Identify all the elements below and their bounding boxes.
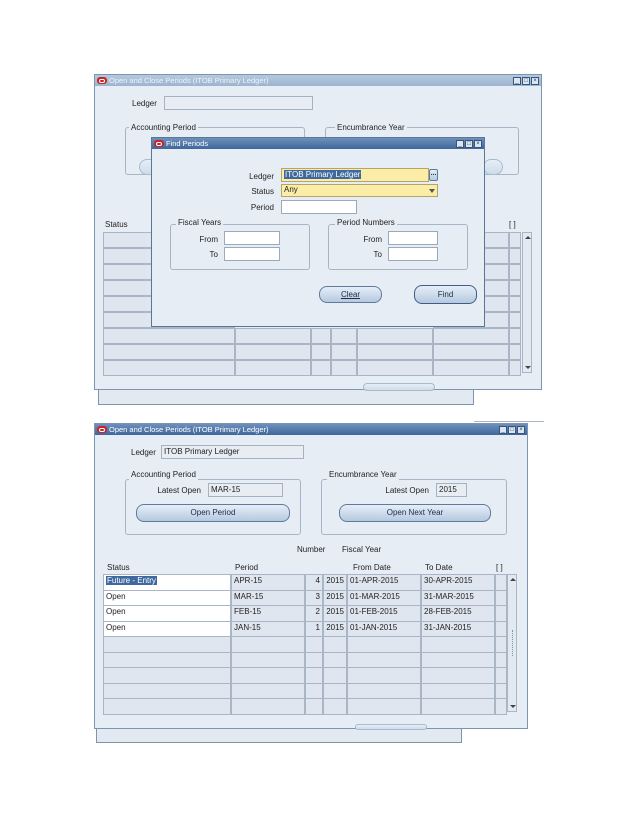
ledger-field[interactable]: ITOB Primary Ledger: [161, 445, 304, 459]
close-icon[interactable]: ×: [474, 140, 482, 148]
period-number-from-field[interactable]: [388, 231, 438, 245]
find-ledger-label: Ledger: [249, 172, 274, 181]
find-status-label: Status: [251, 187, 274, 196]
cell-period[interactable]: [231, 683, 305, 700]
table-cell[interactable]: [331, 360, 357, 376]
number-column-header: Number: [297, 545, 326, 554]
window-titlebar[interactable]: [95, 75, 541, 86]
open-next-year-button[interactable]: [339, 504, 491, 522]
latest-open-period-label: Latest Open: [157, 486, 201, 495]
cell-to[interactable]: 28-FEB-2015: [421, 605, 495, 622]
cell-number[interactable]: 1: [305, 621, 323, 638]
table-cell[interactable]: [509, 344, 521, 360]
table-cell[interactable]: [311, 344, 331, 360]
cell-year[interactable]: [323, 683, 347, 700]
cell-to[interactable]: 31-JAN-2015: [421, 621, 495, 638]
scroll-splitter[interactable]: [512, 630, 515, 656]
cell-period[interactable]: [231, 636, 305, 653]
table-cell[interactable]: [357, 344, 433, 360]
cell-year[interactable]: 2015: [323, 590, 347, 607]
cell-from[interactable]: 01-MAR-2015: [347, 590, 421, 607]
latest-open-year-label: Latest Open: [385, 486, 429, 495]
cell-year[interactable]: [323, 698, 347, 715]
cell-period[interactable]: JAN-15: [231, 621, 305, 638]
oracle-logo-icon: [97, 77, 107, 84]
cell-period[interactable]: FEB-15: [231, 605, 305, 622]
maximize-icon[interactable]: □: [465, 140, 473, 148]
find-button[interactable]: Find: [414, 285, 477, 304]
table-cell[interactable]: [331, 328, 357, 344]
cell-number[interactable]: [305, 652, 323, 669]
cell-to[interactable]: 31-MAR-2015: [421, 590, 495, 607]
dialog-titlebar[interactable]: [152, 138, 484, 149]
cell-from[interactable]: [347, 652, 421, 669]
table-cell[interactable]: [509, 280, 521, 296]
cell-from[interactable]: [347, 667, 421, 684]
table-cell[interactable]: [509, 328, 521, 344]
encumbrance-year-label: Encumbrance Year: [329, 470, 397, 479]
cell-period[interactable]: APR-15: [231, 574, 305, 591]
minimize-icon[interactable]: _: [499, 426, 507, 434]
latest-open-year-field[interactable]: 2015: [436, 483, 467, 497]
fiscal-to-label: To: [209, 250, 218, 259]
close-icon[interactable]: ×: [517, 426, 525, 434]
latest-open-period-field[interactable]: MAR-15: [208, 483, 283, 497]
open-next-year-label: Open Next Year: [386, 508, 444, 517]
table-cell[interactable]: [357, 328, 433, 344]
table-cell[interactable]: [103, 344, 235, 360]
fiscal-year-to-field[interactable]: [224, 247, 280, 261]
table-cell[interactable]: [433, 344, 509, 360]
table-cell[interactable]: [311, 360, 331, 376]
cell-to[interactable]: [421, 652, 495, 669]
cell-to[interactable]: [421, 667, 495, 684]
period-numbers-label: Period Numbers: [337, 218, 395, 227]
minimize-icon[interactable]: _: [456, 140, 464, 148]
table-cell[interactable]: [509, 264, 521, 280]
cell-status[interactable]: Open: [103, 605, 231, 622]
cell-number[interactable]: 4: [305, 574, 323, 591]
maximize-icon[interactable]: □: [522, 77, 530, 85]
status-column-header: Status: [105, 220, 128, 229]
from-date-column-header: From Date: [353, 563, 391, 572]
maximize-icon[interactable]: □: [508, 426, 516, 434]
selected-status-text: Future - Entry: [107, 576, 156, 585]
open-close-periods-window[interactable]: [94, 423, 528, 729]
cell-to[interactable]: [421, 683, 495, 700]
table-cell[interactable]: [235, 344, 311, 360]
period-column-header: Period: [235, 563, 259, 572]
cell-year[interactable]: [323, 652, 347, 669]
table-cell[interactable]: [235, 328, 311, 344]
cell-more[interactable]: [495, 621, 507, 638]
cell-number[interactable]: 3: [305, 590, 323, 607]
table-cell[interactable]: [433, 328, 509, 344]
table-cell[interactable]: [433, 360, 509, 376]
table-cell[interactable]: [509, 296, 521, 312]
cell-status[interactable]: Open: [103, 590, 231, 607]
table-cell[interactable]: [103, 360, 235, 376]
cell-more[interactable]: [495, 683, 507, 700]
fiscal-year-column-header: Fiscal Year: [342, 545, 382, 554]
cell-status[interactable]: [103, 698, 231, 715]
separator-line: [474, 421, 544, 422]
cell-more[interactable]: [495, 652, 507, 669]
table-cell[interactable]: [103, 328, 235, 344]
cell-number[interactable]: [305, 683, 323, 700]
minimize-icon[interactable]: _: [513, 77, 521, 85]
cell-period[interactable]: MAR-15: [231, 590, 305, 607]
cell-number[interactable]: 2: [305, 605, 323, 622]
ledger-field[interactable]: [164, 96, 313, 110]
status-column-header: Status: [107, 563, 130, 572]
hidden-bottom-button[interactable]: [363, 383, 435, 391]
cell-number[interactable]: [305, 698, 323, 715]
cell-more[interactable]: [495, 590, 507, 607]
cell-status[interactable]: [103, 683, 231, 700]
cell-from[interactable]: [347, 636, 421, 653]
table-cell[interactable]: [331, 344, 357, 360]
cell-to[interactable]: 30-APR-2015: [421, 574, 495, 591]
ledger-lov-button[interactable]: ...: [429, 169, 438, 181]
table-cell[interactable]: [357, 360, 433, 376]
accounting-period-label: Accounting Period: [131, 470, 196, 479]
cell-period[interactable]: [231, 667, 305, 684]
find-ledger-value: ITOB Primary Ledger: [285, 170, 361, 179]
to-date-column-header: To Date: [425, 563, 453, 572]
oracle-logo-icon: [97, 426, 107, 433]
open-period-button[interactable]: Open Period: [136, 504, 290, 522]
cell-year[interactable]: 2015: [323, 605, 347, 622]
table-cell[interactable]: [311, 328, 331, 344]
window-title: Open and Close Periods (ITOB Primary Ledger): [109, 76, 269, 85]
scroll-down-icon[interactable]: [510, 705, 516, 708]
cell-more[interactable]: [495, 636, 507, 653]
cell-status[interactable]: [103, 652, 231, 669]
cell-more[interactable]: [495, 605, 507, 622]
cell-from[interactable]: [347, 698, 421, 715]
cell-more[interactable]: [495, 698, 507, 715]
cell-year[interactable]: [323, 667, 347, 684]
window-title: Open and Close Periods (ITOB Primary Ledger): [109, 425, 269, 434]
cell-more[interactable]: [495, 667, 507, 684]
cell-status[interactable]: Open: [103, 621, 231, 638]
cell-status[interactable]: [103, 574, 231, 591]
hidden-bottom-button[interactable]: [355, 724, 427, 730]
table-cell[interactable]: [509, 360, 521, 376]
cell-to[interactable]: [421, 698, 495, 715]
fiscal-from-label: From: [199, 235, 218, 244]
scroll-down-icon[interactable]: [525, 366, 531, 369]
more-columns-header: [ ]: [509, 220, 516, 229]
window-titlebar[interactable]: [95, 424, 527, 435]
table-cell[interactable]: [235, 360, 311, 376]
find-period-field[interactable]: [281, 200, 357, 214]
find-period-label: Period: [250, 203, 274, 212]
cell-year[interactable]: [323, 636, 347, 653]
ledger-label: Ledger: [132, 99, 157, 108]
close-icon[interactable]: ×: [531, 77, 539, 85]
cell-period[interactable]: [231, 698, 305, 715]
cell-period[interactable]: [231, 652, 305, 669]
cell-to[interactable]: [421, 636, 495, 653]
scroll-up-icon[interactable]: [525, 236, 531, 239]
cell-year[interactable]: 2015: [323, 621, 347, 638]
table-cell[interactable]: [509, 248, 521, 264]
accounting-period-label: Accounting Period: [131, 123, 196, 132]
cell-from[interactable]: 01-FEB-2015: [347, 605, 421, 622]
period-from-label: From: [363, 235, 382, 244]
oracle-logo-icon: [154, 140, 164, 147]
cell-status[interactable]: [103, 667, 231, 684]
cell-status[interactable]: [103, 636, 231, 653]
more-columns-header: [ ]: [496, 563, 503, 572]
cell-from[interactable]: 01-JAN-2015: [347, 621, 421, 638]
fiscal-years-label: Fiscal Years: [178, 218, 222, 227]
find-periods-dialog[interactable]: [151, 137, 485, 327]
find-status-select[interactable]: Any: [281, 184, 438, 197]
table-cell[interactable]: [509, 312, 521, 328]
encumbrance-year-label: Encumbrance Year: [337, 123, 405, 132]
ledger-label: Ledger: [131, 448, 156, 457]
cell-number[interactable]: [305, 636, 323, 653]
fiscal-year-from-field[interactable]: [224, 231, 280, 245]
find-ledger-field[interactable]: [281, 168, 429, 182]
open-next-year-button[interactable]: [483, 159, 503, 175]
cell-from[interactable]: 01-APR-2015: [347, 574, 421, 591]
scroll-up-icon[interactable]: [510, 578, 516, 581]
table-cell[interactable]: [509, 232, 521, 248]
cell-from[interactable]: [347, 683, 421, 700]
cell-year[interactable]: 2015: [323, 574, 347, 591]
vertical-scrollbar[interactable]: [522, 232, 532, 373]
dialog-title: Find Periods: [166, 139, 209, 148]
period-number-to-field[interactable]: [388, 247, 438, 261]
chevron-down-icon[interactable]: [429, 189, 435, 193]
cell-more[interactable]: [495, 574, 507, 591]
clear-button[interactable]: Clear: [319, 286, 382, 303]
period-to-label: To: [373, 250, 382, 259]
cell-number[interactable]: [305, 667, 323, 684]
